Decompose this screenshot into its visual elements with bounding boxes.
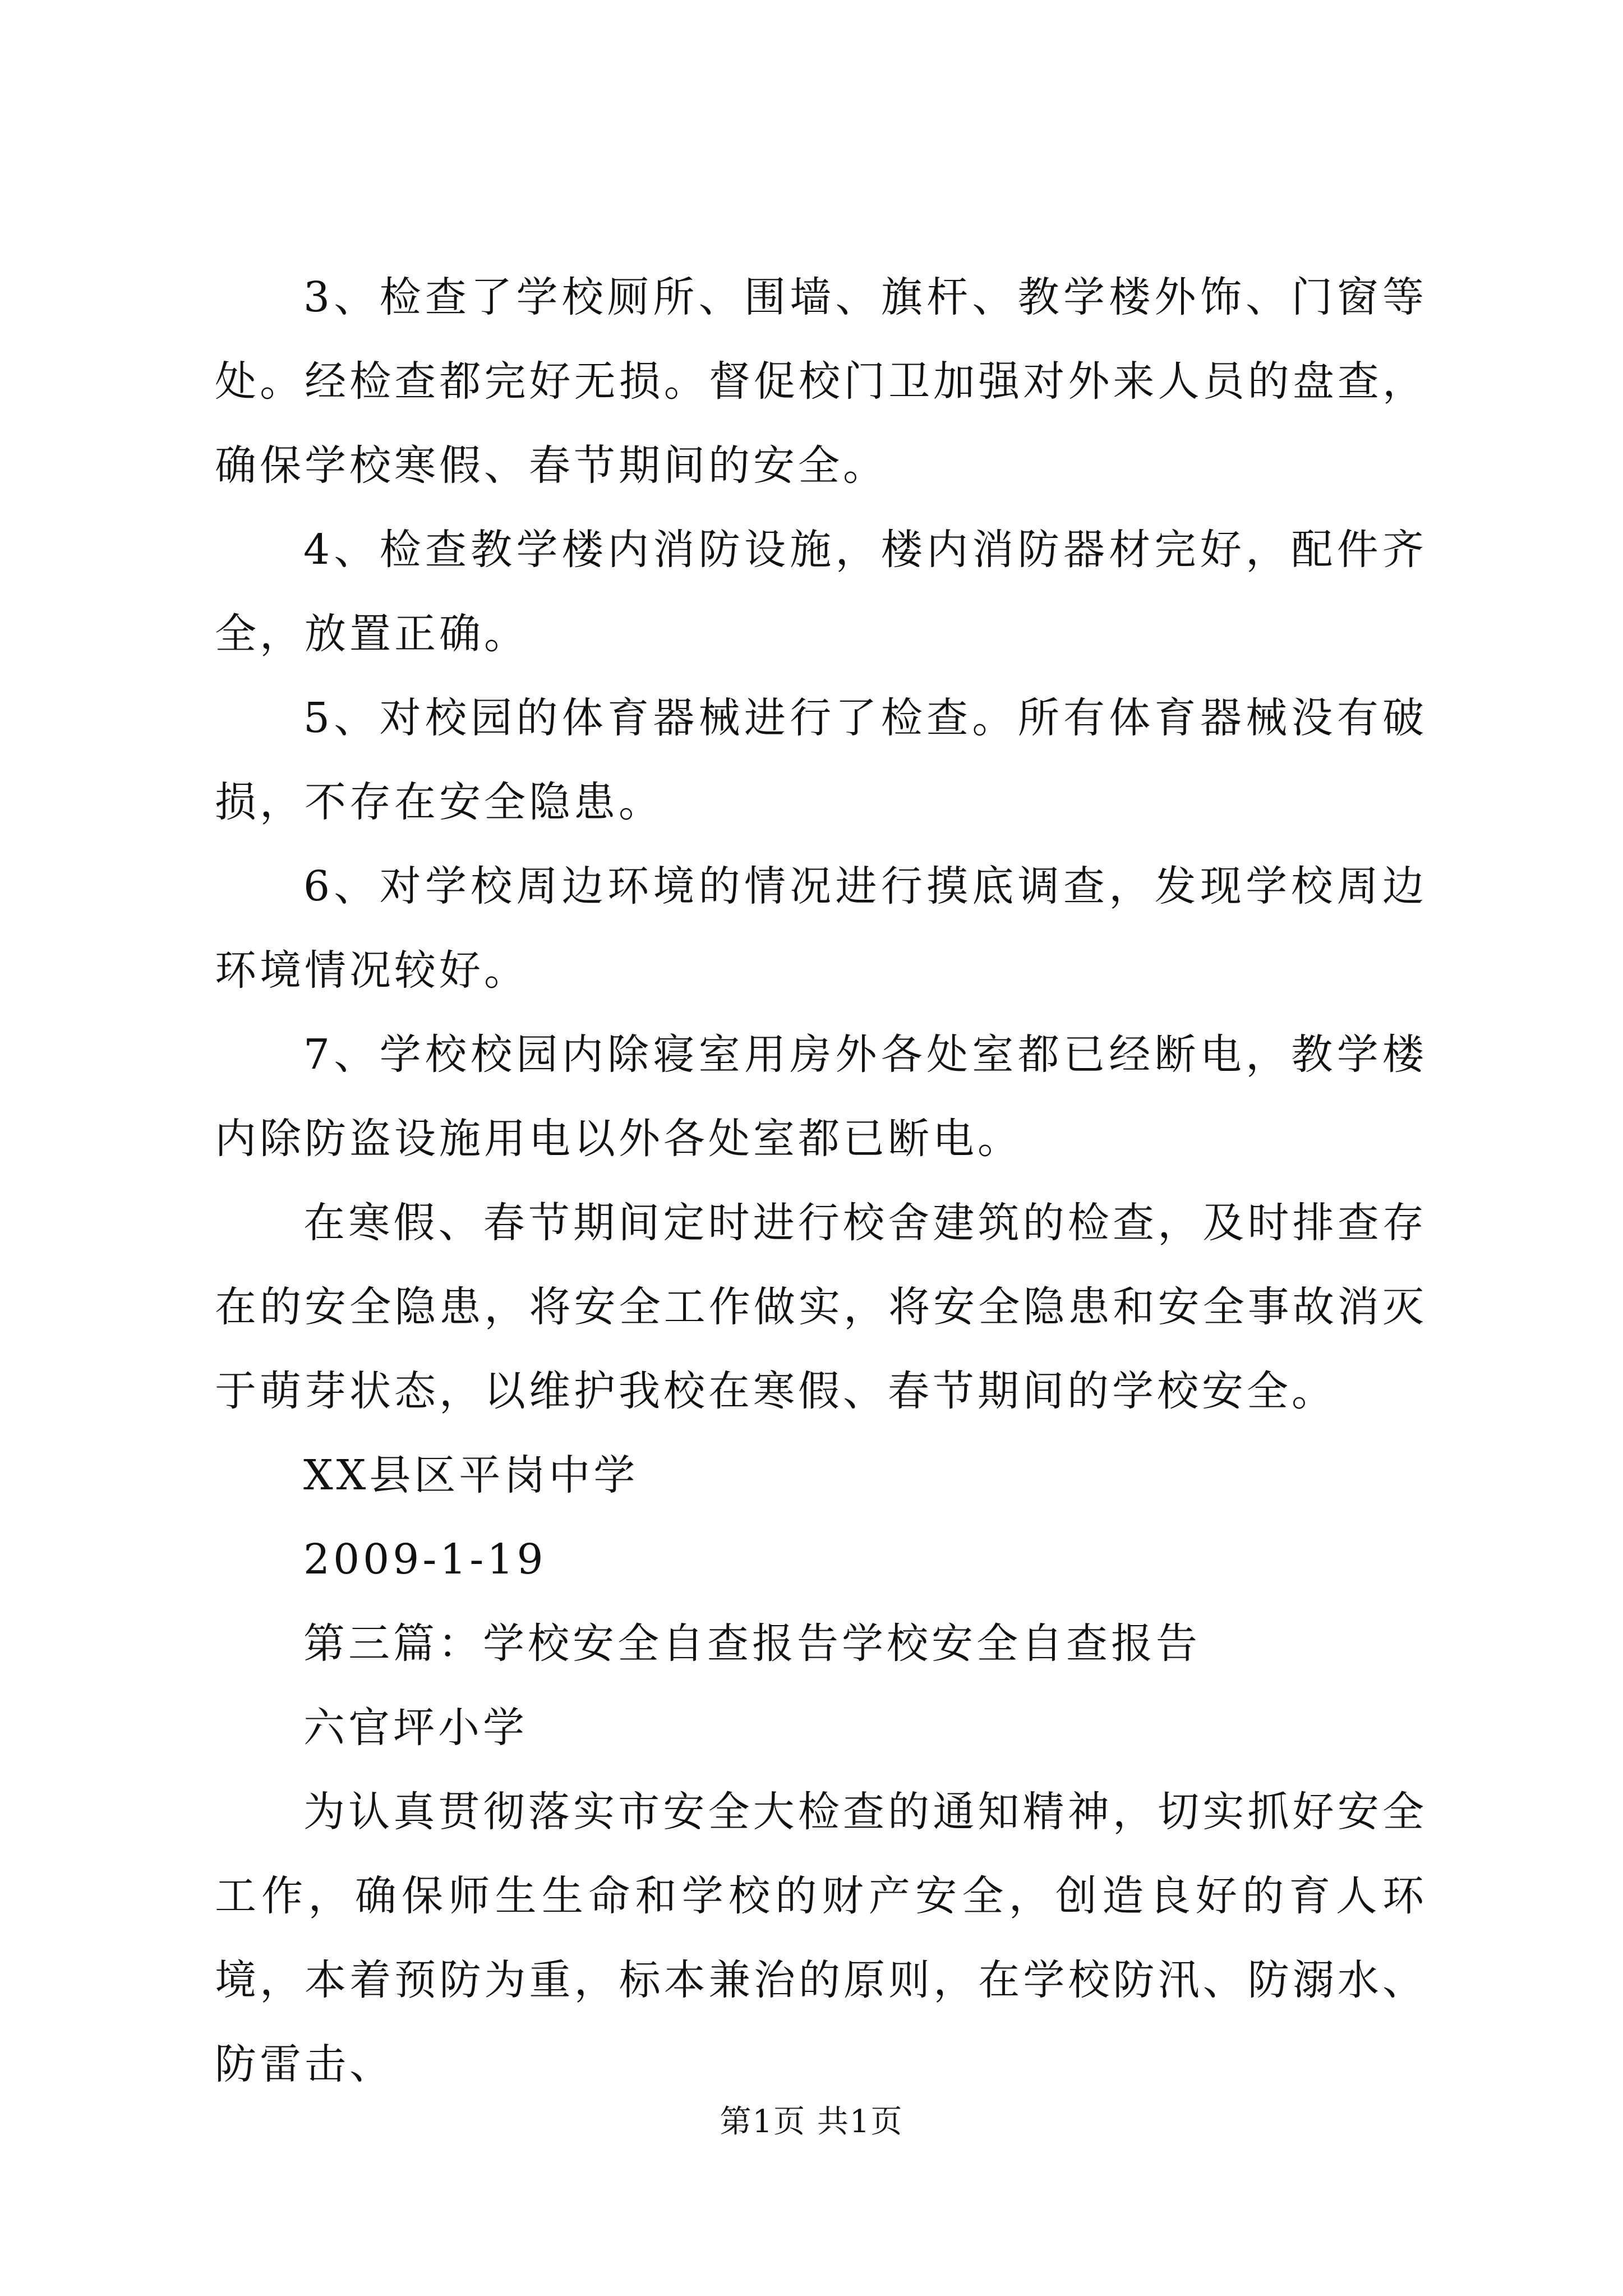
paragraph-item-6: 6、对学校周边环境的情况进行摸底调查，发现学校周边环境情况较好。 (215, 862, 1427, 995)
paragraph-summary: 在寒假、春节期间定时进行校舍建筑的检查，及时排查存在的安全隐患，将安全工作做实，将安全隐患和安全事故消灭于萌芽状态，以维护我校在寒假、春节期间的学校安全。 (215, 1199, 1427, 1415)
section-title: 第三篇：学校安全自查报告学校安全自查报告 (303, 1619, 1201, 1668)
paragraph-item-3: 3、检查了学校厕所、围墙、旗杆、教学楼外饰、门窗等处。经检查都完好无损。督促校门卫加强对外来人员的盘查，确保学校寒假、春节期间的安全。 (215, 273, 1427, 490)
intro-paragraph: 为认真贯彻落实市安全大检查的通知精神，切实抓好安全工作，确保师生生命和学校的财产安全，创造良好的育人环境，本着预防为重，标本兼治的原则，在学校防汛、防溺水、防雷击、 (215, 1788, 1427, 2088)
page-number-footer: 第1页 共1页 (720, 2104, 903, 2140)
document-body (215, 255, 1427, 2106)
paragraph-item-4: 4、检查教学楼内消防设施，楼内消防器材完好，配件齐全，放置正确。 (215, 526, 1427, 658)
signature-date: 2009-1-19 (303, 1535, 547, 1584)
school-name: 六官坪小学 (303, 1704, 528, 1752)
paragraph-item-5: 5、对校园的体育器械进行了检查。所有体育器械没有破损，不存在安全隐患。 (215, 694, 1427, 826)
signature-organization: XX县区平岗中学 (303, 1451, 639, 1499)
paragraph-item-7: 7、学校校园内除寝室用房外各处室都已经断电，教学楼内除防盗设施用电以外各处室都已断电。 (215, 1030, 1427, 1163)
